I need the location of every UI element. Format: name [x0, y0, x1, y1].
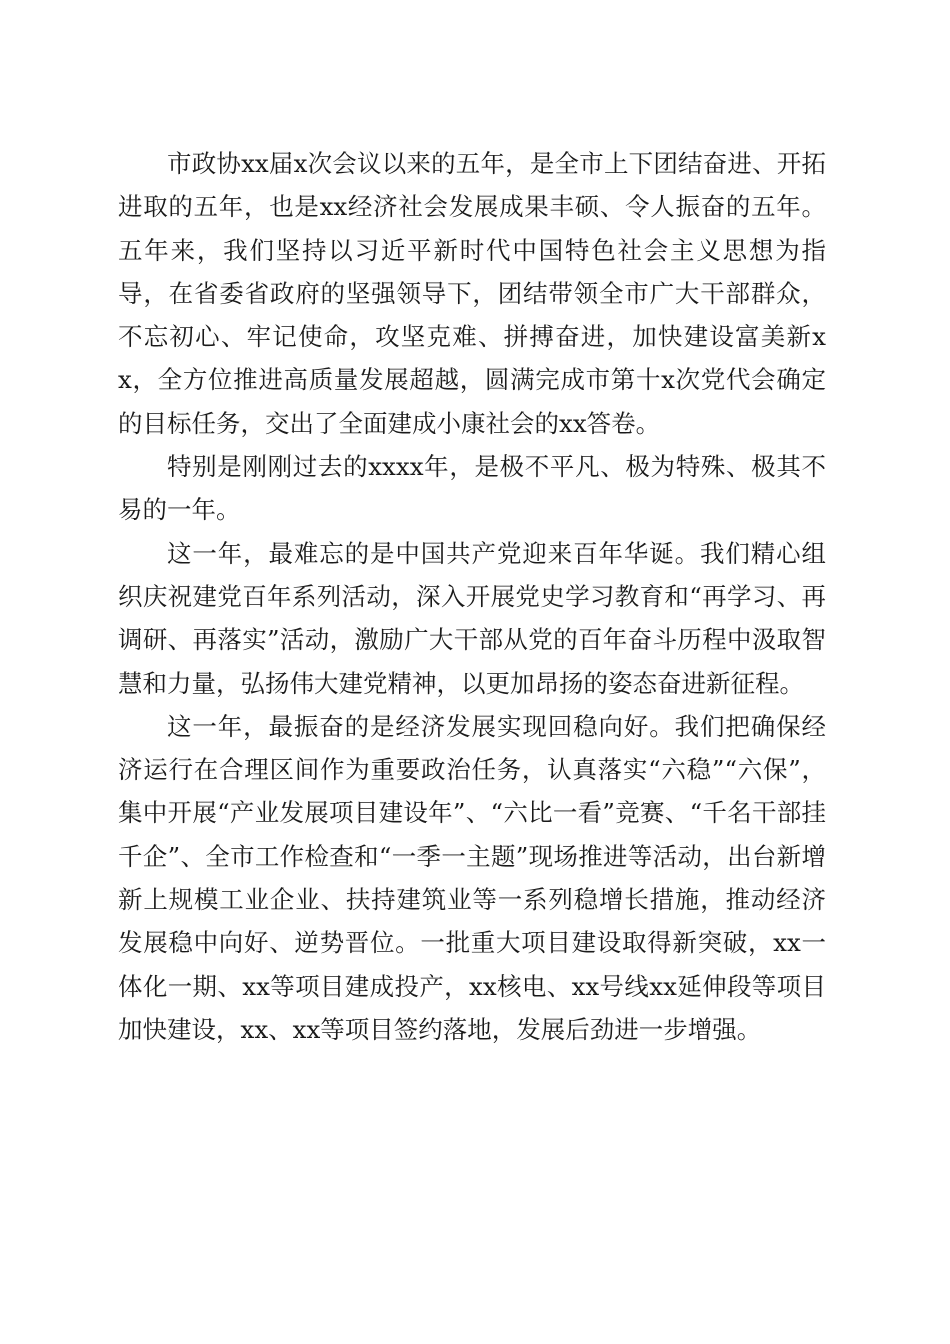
paragraph-party-centenary: 这一年，最难忘的是中国共产党迎来百年华诞。我们精心组织庆祝建党百年系列活动，深入开展党史学习教育和“再学习、再调研、再落实”活动，激励广大干部从党的百年奋斗历程中汲取智慧和力量，弘扬伟大建党精神，以更加昂扬的姿态奋进新征程。: [118, 538, 826, 698]
document-body: [118, 142, 826, 1051]
paragraph-economic-recovery: 这一年，最振奋的是经济发展实现回稳向好。我们把确保经济运行在合理区间作为重要政治任务，认真落实“六稳”“六保”，集中开展“产业发展项目建设年”、“六比一看”竞赛、“千名干部挂千企”、全市工作检查和“一季一主题”现场推进等活动，出台新增新上规模工业企业、扶持建筑业等一系列稳增长措施，推动经济发展稳中向好、逆势晋位。一批重大项目建设取得新突破，xx一体化一期、xx等项目建成投产，xx核电、xx号线xx延伸段等项目加快建设，xx、xx等项目签约落地，发展后劲进一步增强。: [118, 711, 826, 1044]
paragraph-five-years-review: 市政协xx届x次会议以来的五年，是全市上下团结奋进、开拓进取的五年，也是xx经济社会发展成果丰硕、令人振奋的五年。五年来，我们坚持以习近平新时代中国特色社会主义思想为指导，在省委省政府的坚强领导下，团结带领全市广大干部群众，不忘初心、牢记使命，攻坚克难、拼搏奋进，加快建设富美新xx，全方位推进高质量发展超越，圆满完成市第十x次党代会确定的目标任务，交出了全面建成小康社会的xx答卷。: [118, 149, 826, 438]
paragraph-past-year-intro: 特别是刚刚过去的xxxx年，是极不平凡、极为特殊、极其不易的一年。: [118, 452, 826, 525]
